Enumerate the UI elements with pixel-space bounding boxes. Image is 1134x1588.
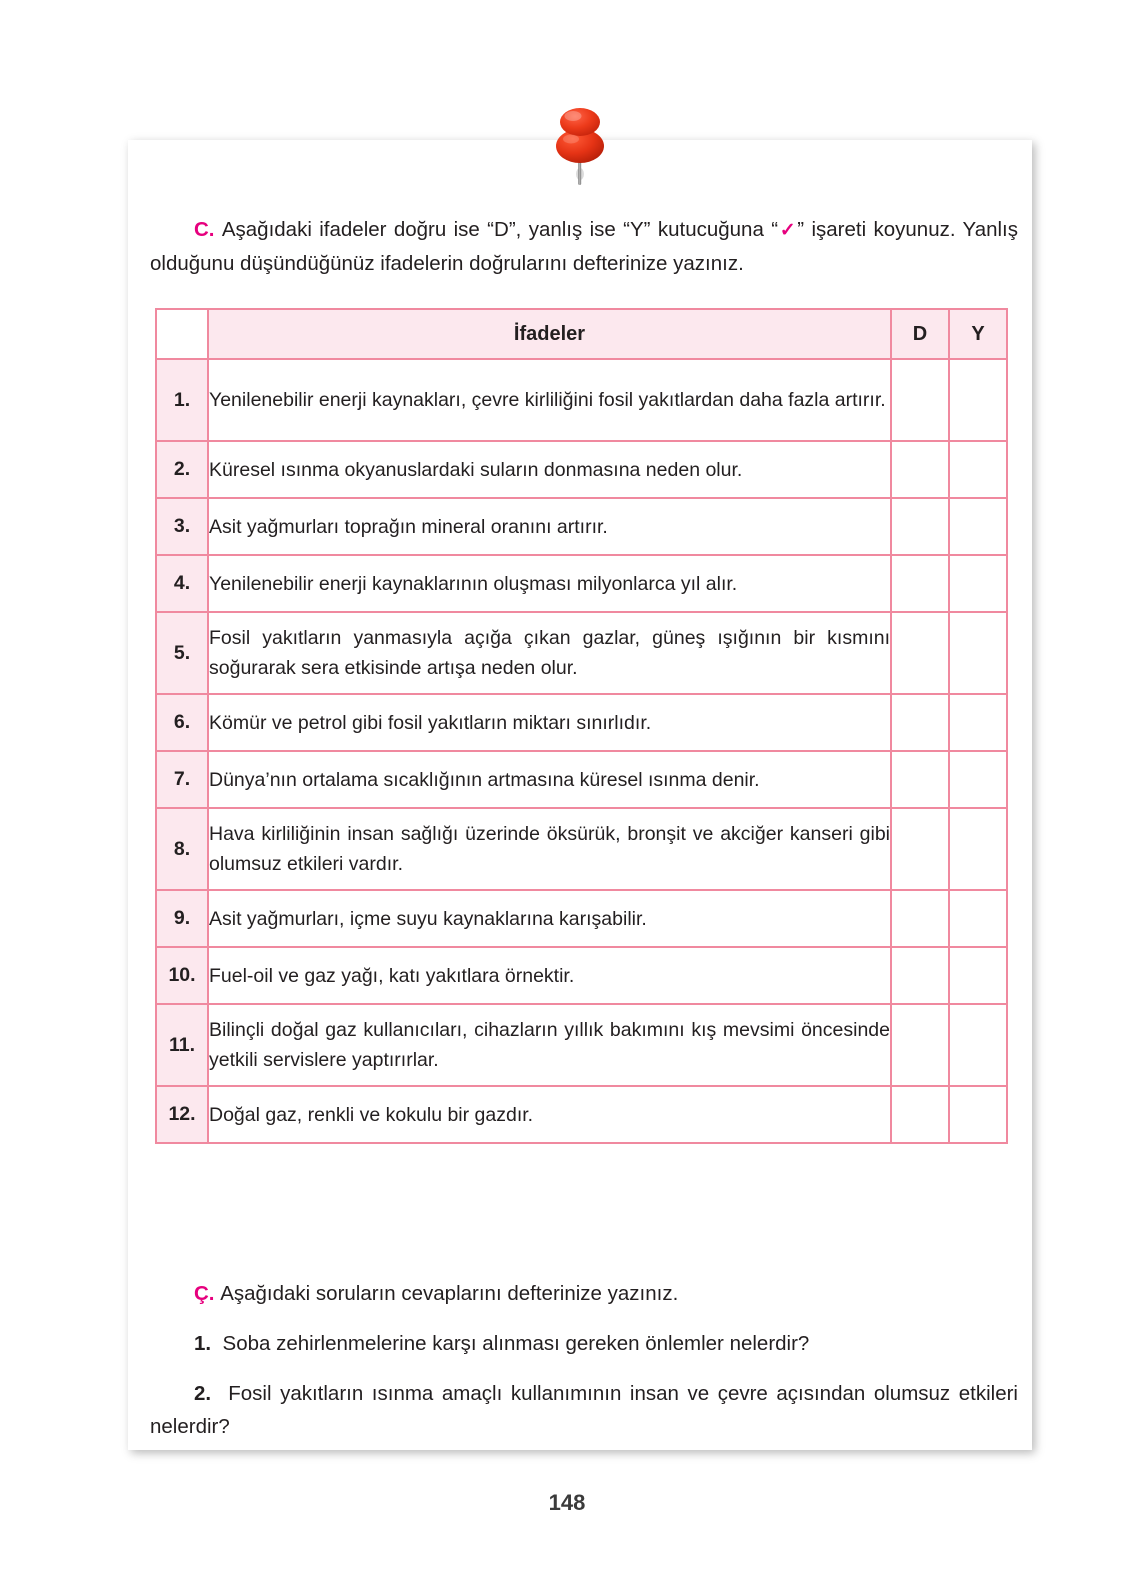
true-checkbox-cell[interactable] [891, 555, 949, 612]
false-checkbox-cell[interactable] [949, 359, 1007, 441]
section-c-cedilla-instruction [150, 1277, 1018, 1310]
row-number: 6. [156, 694, 208, 751]
table-row [156, 1004, 1007, 1086]
table-row [156, 808, 1007, 890]
false-checkbox-cell[interactable] [949, 890, 1007, 947]
statement-text: Asit yağmurları, içme suyu kaynaklarına karışabilir. [208, 890, 891, 947]
table-row [156, 751, 1007, 808]
check-icon: ✓ [778, 219, 798, 241]
question-1-number: 1. [194, 1331, 212, 1355]
row-number: 2. [156, 441, 208, 498]
false-checkbox-cell[interactable] [949, 498, 1007, 555]
table-header-corner [156, 309, 208, 359]
statements-table-wrapper [155, 308, 1006, 1144]
row-number: 4. [156, 555, 208, 612]
statement-text: Yenilenebilir enerji kaynakları, çevre kirliliğini fosil yakıtlardan daha fazla artırır. [208, 359, 891, 441]
table-row [156, 947, 1007, 1004]
true-checkbox-cell[interactable] [891, 751, 949, 808]
section-c-cedilla-text: Aşağıdaki soruların cevaplarını defterinize yazınız. [220, 1281, 679, 1305]
false-checkbox-cell[interactable] [949, 612, 1007, 694]
table-row [156, 498, 1007, 555]
section-c-cedilla-letter: Ç. [194, 1281, 215, 1305]
true-checkbox-cell[interactable] [891, 947, 949, 1004]
statement-text: Asit yağmurları toprağın mineral oranını artırır. [208, 498, 891, 555]
table-row [156, 1086, 1007, 1143]
false-checkbox-cell[interactable] [949, 808, 1007, 890]
table-row [156, 612, 1007, 694]
true-checkbox-cell[interactable] [891, 359, 949, 441]
statements-table-body [156, 359, 1007, 1143]
table-row [156, 694, 1007, 751]
question-2-text: Fosil yakıtların ısınma amaçlı kullanımının insan ve çevre açısından olumsuz etkileri nelerdir? [150, 1381, 1018, 1438]
section-c-instruction [150, 213, 1018, 280]
row-number: 7. [156, 751, 208, 808]
table-row [156, 359, 1007, 441]
pushpin-icon [545, 98, 615, 198]
section-c-text-a: Aşağıdaki ifadeler doğru ise “D”, yanlış ise “Y” kutucuğuna “ [221, 217, 779, 241]
row-number: 9. [156, 890, 208, 947]
table-row [156, 555, 1007, 612]
statement-text: Küresel ısınma okyanuslardaki suların donmasına neden olur. [208, 441, 891, 498]
true-checkbox-cell[interactable] [891, 808, 949, 890]
statement-text: Fosil yakıtların yanmasıyla açığa çıkan gazlar, güneş ışığının bir kısmını soğurarak sera etkisinde artışa neden olur. [208, 612, 891, 694]
table-row [156, 441, 1007, 498]
row-number: 5. [156, 612, 208, 694]
page-number: 148 [548, 1490, 586, 1515]
row-number: 1. [156, 359, 208, 441]
worksheet-page [128, 140, 1032, 1450]
table-header-false: Y [949, 309, 1007, 359]
statement-text: Kömür ve petrol gibi fosil yakıtların miktarı sınırlıdır. [208, 694, 891, 751]
statement-text: Hava kirliliğinin insan sağlığı üzerinde öksürük, bronşit ve akciğer kanseri gibi olumsuz etkileri vardır. [208, 808, 891, 890]
true-checkbox-cell[interactable] [891, 1086, 949, 1143]
section-c-letter: C. [194, 217, 215, 241]
false-checkbox-cell[interactable] [949, 751, 1007, 808]
table-header-true: D [891, 309, 949, 359]
question-1-text: Soba zehirlenmelerine karşı alınması gereken önlemler nelerdir? [222, 1331, 810, 1355]
true-checkbox-cell[interactable] [891, 612, 949, 694]
statement-text: Doğal gaz, renkli ve kokulu bir gazdır. [208, 1086, 891, 1143]
statement-text: Fuel-oil ve gaz yağı, katı yakıtlara örnektir. [208, 947, 891, 1004]
false-checkbox-cell[interactable] [949, 441, 1007, 498]
false-checkbox-cell[interactable] [949, 1086, 1007, 1143]
false-checkbox-cell[interactable] [949, 694, 1007, 751]
table-header-statements: İfadeler [208, 309, 891, 359]
statements-table [155, 308, 1008, 1144]
false-checkbox-cell[interactable] [949, 947, 1007, 1004]
question-2 [150, 1377, 1018, 1443]
row-number: 8. [156, 808, 208, 890]
true-checkbox-cell[interactable] [891, 1004, 949, 1086]
true-checkbox-cell[interactable] [891, 441, 949, 498]
row-number: 10. [156, 947, 208, 1004]
question-2-number: 2. [194, 1381, 212, 1405]
row-number: 12. [156, 1086, 208, 1143]
false-checkbox-cell[interactable] [949, 1004, 1007, 1086]
statement-text: Dünya’nın ortalama sıcaklığının artmasına küresel ısınma denir. [208, 751, 891, 808]
table-row [156, 890, 1007, 947]
true-checkbox-cell[interactable] [891, 890, 949, 947]
statement-text: Bilinçli doğal gaz kullanıcıları, cihazların yıllık bakımını kış mevsimi öncesinde yetkili servislere yaptırırlar. [208, 1004, 891, 1086]
true-checkbox-cell[interactable] [891, 694, 949, 751]
row-number: 11. [156, 1004, 208, 1086]
statement-text: Yenilenebilir enerji kaynaklarının oluşması milyonlarca yıl alır. [208, 555, 891, 612]
question-1 [150, 1327, 1018, 1360]
table-header-row [156, 309, 1007, 359]
section-c-text-b: ” işareti koyunuz. Yanlış olduğunu düşündüğünüz ifadelerin doğrularını defterinize yazınız. [150, 217, 1018, 275]
row-number: 3. [156, 498, 208, 555]
true-checkbox-cell[interactable] [891, 498, 949, 555]
false-checkbox-cell[interactable] [949, 555, 1007, 612]
